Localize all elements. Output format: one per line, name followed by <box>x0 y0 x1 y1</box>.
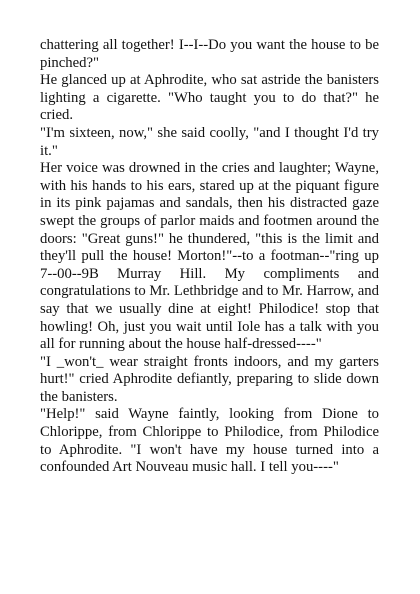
document-page <box>40 37 379 477</box>
paragraph-1: chattering all together! I--I--Do you want the house to be pinched?" <box>40 37 379 71</box>
paragraph-5: "I _won't_ wear straight fronts indoors, and my garters hurt!" cried Aphrodite defiantly, preparing to slide down the banisters. <box>40 353 379 405</box>
paragraph-6: "Help!" said Wayne faintly, looking from Dione to Chlorippe, from Chlorippe to Philodice, from Philodice to Aphrodite. "I won't have my house turned into a confounded Art Nouveau music hall. I tell you----" <box>40 406 379 476</box>
paragraph-3: "I'm sixteen, now," she said coolly, "and I thought I'd try it." <box>40 124 379 159</box>
paragraph-2: He glanced up at Aphrodite, who sat astride the banisters lighting a cigarette. "Who taught you to do that?" he cried. <box>40 72 379 124</box>
paragraph-4: Her voice was drowned in the cries and laughter; Wayne, with his hands to his ears, stared up at the piquant figure in its pink pajamas and sandals, then his distracted gaze swept the groups of parlor maids and footmen around the doors: "Great guns!" he thundered, "this is the limit and they'll pull the house! Morton!"--to a footman--"ring up 7--00--9B Murray Hill. My compliments and congratulations to Mr. Lethbridge and to Mr. Harrow, and say that we usually dine at eight! Philodice! stop that howling! Oh, just you wait until Iole has a talk with you all for running about the house half-dressed----" <box>40 160 379 353</box>
